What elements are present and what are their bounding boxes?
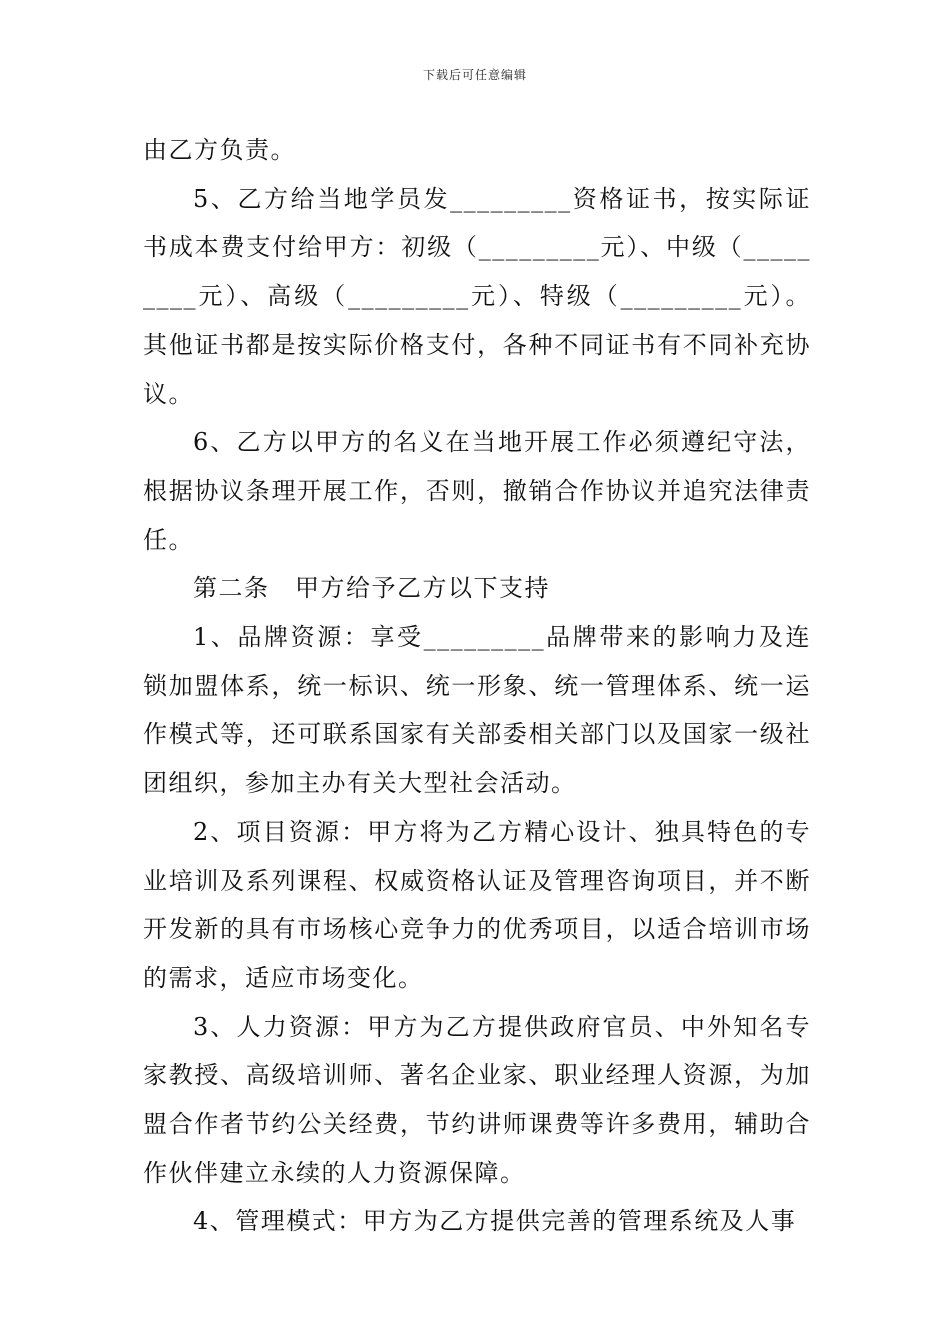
paragraph-continuation: 由乙方负责。 [143, 136, 296, 164]
paragraph-item-5: 5、乙方给当地学员发_________资格证书，按实际证书成本费支付给甲方：初级（_________元）、中级（_________元）、高级（_________元）、特级（_________元）。其他证书都是按实际价格支付，各种不同证书有不同补充协议。 [143, 184, 811, 408]
paragraph-item-6: 6、乙方以甲方的名义在当地开展工作必须遵纪守法，根据协议条理开展工作，否则，撤销合作协议并追究法律责任。 [143, 428, 811, 554]
paragraph-management-model: 4、管理模式：甲方为乙方提供完善的管理系统及人事 [193, 1207, 797, 1236]
paragraph-brand-resources: 1、品牌资源：享受_________品牌带来的影响力及连锁加盟体系，统一标识、统一形象、统一管理体系、统一运作模式等，还可联系国家有关部委相关部门以及国家一级社团组织，参加主办有关大型社会活动。 [143, 623, 811, 798]
document-body [143, 126, 811, 1246]
paragraph-human-resources: 3、人力资源：甲方为乙方提供政府官员、中外知名专家教授、高级培训师、著名企业家、职业经理人资源，为加盟合作者节约公关经费，节约讲师课费等许多费用，辅助合作伙伴建立永续的人力资源保障。 [143, 1012, 811, 1187]
section-heading-article-2: 第二条 甲方给予乙方以下支持 [193, 574, 550, 603]
paragraph-project-resources: 2、项目资源：甲方将为乙方精心设计、独具特色的专业培训及系列课程、权威资格认证及管理咨询项目，并不断开发新的具有市场核心竞争力的优秀项目，以适合培训市场的需求，适应市场变化。 [143, 817, 811, 992]
page-header: 下载后可任意编辑 [422, 68, 527, 82]
